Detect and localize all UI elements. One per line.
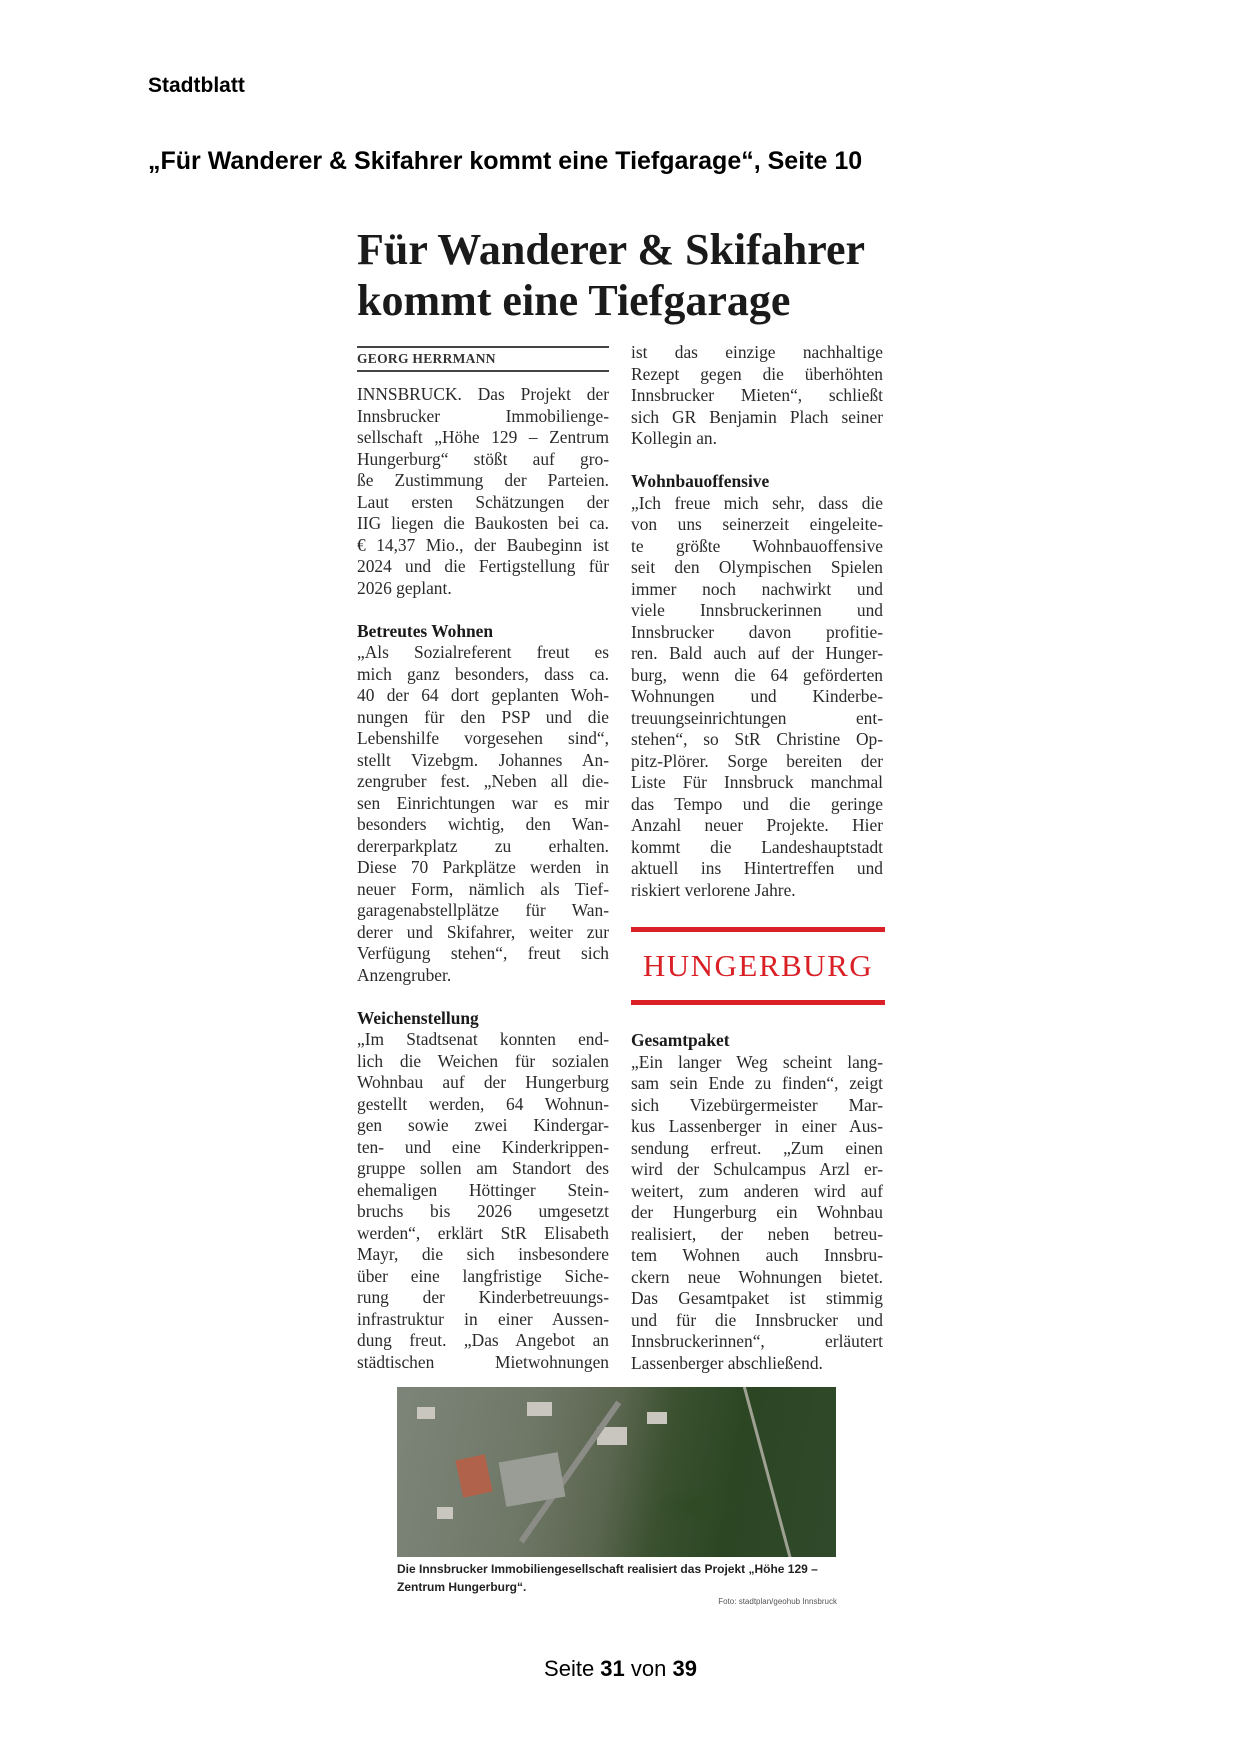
subheading: Gesamtpaket [631,1030,730,1050]
text-line: Liste Für Innsbruck manchmal [631,772,883,792]
text-line: pitz-Plörer. Sorge bereiten der [631,750,883,771]
text-line: dung freut. „Das Angebot an [357,1330,609,1350]
kicker-text: HUNGERBURG [642,948,874,983]
text-line: Kollegin an. [631,428,717,448]
text-line: Anzengruber. [357,964,452,985]
text-line: ten- und eine Kinderkrippen- [357,1136,609,1157]
text-line: rung der Kinderbetreuungs- [357,1287,609,1307]
text-line: Das Gesamtpaket ist stimmig [631,1288,883,1308]
text-line: viele Innsbruckerinnen und [631,600,883,620]
text-line: seit den Olympischen Spielen [631,557,883,577]
text-line: das Tempo und die geringe [631,793,883,814]
photo-tennis-court [455,1454,492,1497]
text-line: ße Zustimmung der Parteien. [357,470,609,490]
text-line: städtischen Mietwohnungen [357,1351,609,1372]
text-line: „Ein langer Weg scheint lang- [631,1051,883,1072]
section-kicker [631,927,885,1005]
text-line: burg, wenn die 64 geförderten [631,664,883,685]
text-line: 2024 und die Fertigstellung für [357,556,609,576]
text-line: € 14,37 Mio., der Baubeginn ist [357,534,609,555]
subheading: Weichenstellung [357,1007,479,1028]
photo-building [527,1402,552,1416]
text-line: Diese 70 Parkplätze werden in [357,857,609,877]
text-line: Laut ersten Schätzungen der [357,491,609,512]
text-line: neuer Form, nämlich als Tief- [357,878,609,899]
text-line: lich die Weichen für sozialen [357,1050,609,1071]
paragraph-gap [357,986,609,1008]
text-line: Verfügung stehen“, freut sich [357,943,609,963]
text-line: und für die Innsbrucker und [631,1309,883,1330]
text-line: „Im Stadtsenat konnten end- [357,1029,609,1049]
text-line: ckern neue Wohnungen bietet. [631,1266,883,1287]
subheading: Wohnbauoffensive [631,471,770,491]
text-line: „Ich freue mich sehr, dass die [631,492,883,513]
headline-line: Für Wanderer & Skifahrer [357,225,866,274]
aerial-photo [397,1387,836,1557]
byline: GEORG HERRMANN [357,346,609,372]
photo-caption [397,1560,837,1607]
paragraph-gap [357,599,609,621]
photo-parking-lot [499,1452,566,1507]
photo-credit: Foto: stadtplan/geohub Innsbruck [718,1597,837,1606]
text-line: 40 der 64 dort geplanten Woh- [357,685,609,705]
total-pages: 39 [672,1656,697,1681]
text-line: aktuell ins Hintertreffen und [631,858,883,878]
text-line: Wohnungen und Kinderbe- [631,686,883,706]
text-line: ren. Bald auch auf der Hunger- [631,643,883,663]
photo-building [437,1507,453,1519]
text-line: Lassenberger abschließend. [631,1352,823,1373]
text-line: Hungerburg“ stößt auf gro- [357,448,609,469]
text-line: IIG liegen die Baukosten bei ca. [357,513,609,533]
text-line: Innsbruckerinnen“, erläutert [631,1331,883,1351]
text-line: garagenabstellplätze für Wan- [357,900,609,920]
photo-building [647,1412,667,1424]
text-line: der Hungerburg ein Wohnbau [631,1202,883,1222]
footer-middle: von [624,1656,673,1681]
text-line: Innsbrucker Immobilienge- [357,405,609,426]
subheading: Betreutes Wohnen [357,620,494,641]
text-line: gruppe sollen am Standort des [357,1158,609,1178]
text-line: ist das einzige nachhaltige [631,342,883,362]
text-line: 2026 geplant. [357,577,452,598]
text-line: nungen für den PSP und die [357,706,609,727]
text-line: von uns seinerzeit eingeleite- [631,514,883,534]
text-line: immer noch nachwirkt und [631,578,883,599]
text-line: Innsbrucker Mieten“, schließt [631,385,883,405]
text-line: sich GR Benjamin Plach seiner [631,406,883,427]
text-line: sam sein Ende zu finden“, zeigt [631,1073,883,1093]
text-line: Mayr, die sich insbesondere [357,1244,609,1264]
footer-prefix: Seite [544,1656,601,1681]
caption-text: Die Innsbrucker Immobiliengesellschaft realisiert das Projekt „Höhe 129 – Zentrum Hungerburg“. [397,1562,818,1594]
text-line: Innsbrucker davon profitie- [631,621,883,642]
article-column-right-top [631,342,883,901]
current-page: 31 [600,1656,625,1681]
text-line: tem Wohnen auch Innsbru- [631,1245,883,1265]
text-line: INNSBRUCK. Das Projekt der [357,384,609,404]
text-line: kus Lassenberger in einer Aus- [631,1116,883,1136]
text-line: Wohnbau auf der Hungerburg [357,1072,609,1092]
text-line: realisiert, der neben betreu- [631,1223,883,1244]
text-line: „Als Sozialreferent freut es [357,642,609,662]
article-headline [357,224,865,326]
text-line: sen Einrichtungen war es mir [357,792,609,813]
text-line: Rezept gegen die überhöhten [631,363,883,384]
text-line: te größte Wohnbauoffensive [631,535,883,556]
text-line: sendung erfreut. „Zum einen [631,1137,883,1158]
text-line: Anzahl neuer Projekte. Hier [631,815,883,835]
text-line: ehemaligen Höttinger Stein- [357,1179,609,1200]
text-line: Lebenshilfe vorgesehen sind“, [357,728,609,748]
page-number [0,1656,1241,1682]
text-line: stehen“, so StR Christine Op- [631,729,883,749]
text-line: bruchs bis 2026 umgesetzt [357,1201,609,1221]
text-line: dererparkplatz zu erhalten. [357,835,609,856]
headline-line: kommt eine Tiefgarage [357,276,791,325]
text-line: gestellt werden, 64 Wohnun- [357,1093,609,1114]
text-line: stellt Vizebgm. Johannes An- [357,749,609,770]
photo-path [741,1387,796,1557]
text-line: über eine langfristige Siche- [357,1265,609,1286]
text-line: riskiert verlorene Jahre. [631,879,796,900]
text-line: kommt die Landeshauptstadt [631,836,883,857]
text-line: treuungseinrichtungen ent- [631,707,883,728]
source-label: Stadtblatt [148,74,245,97]
article-column-right-bottom [631,1030,883,1374]
article-reference: „Für Wanderer & Skifahrer kommt eine Tiefgarage“, Seite 10 [148,147,863,175]
article-column-left [357,384,609,1373]
text-line: besonders wichtig, den Wan- [357,814,609,834]
text-line: zengruber fest. „Neben all die- [357,771,609,791]
text-line: derer und Skifahrer, weiter zur [357,921,609,942]
text-line: gen sowie zwei Kindergar- [357,1115,609,1135]
text-line: sich Vizebürgermeister Mar- [631,1094,883,1115]
text-line: weitert, zum anderen wird auf [631,1180,883,1201]
text-line: werden“, erklärt StR Elisabeth [357,1222,609,1243]
text-line: wird der Schulcampus Arzl er- [631,1159,883,1179]
text-line: sellschaft „Höhe 129 – Zentrum [357,427,609,447]
text-line: infrastruktur in einer Aussen- [357,1308,609,1329]
paragraph-gap [631,450,883,472]
text-line: mich ganz besonders, dass ca. [357,663,609,684]
photo-building [417,1407,435,1419]
